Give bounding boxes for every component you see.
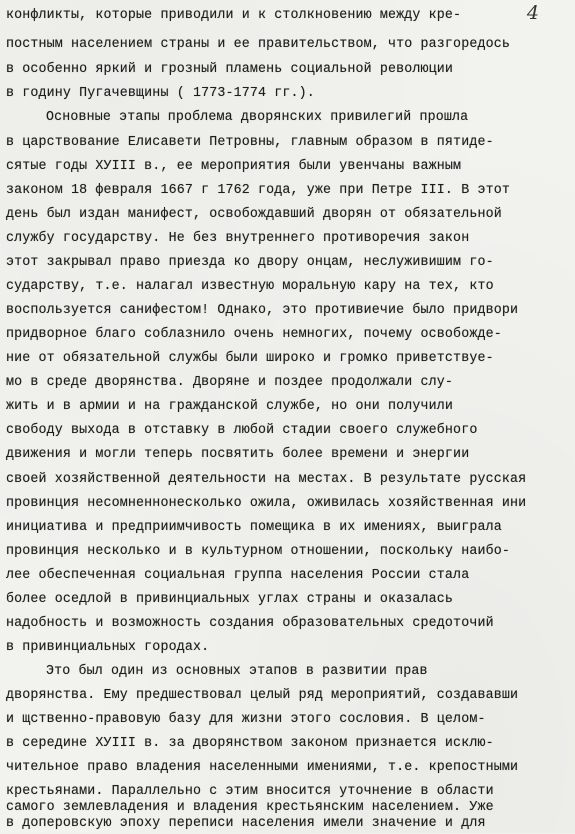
text-line: в привинциальных городах. xyxy=(6,640,210,655)
text-line: ние от обязательной службы были широко и громко приветствуе- xyxy=(6,351,494,366)
text-line: конфликты, которые приводили и к столкновению между кре- xyxy=(6,8,462,23)
text-line: провинция несколько и в культурном отношении, поскольку наибо- xyxy=(6,544,510,559)
text-line: день был издан манифест, освобождавший дворян от обязательной xyxy=(6,207,502,222)
text-line: своей хозяйственной деятельности на местах. В результате русская xyxy=(6,472,527,487)
text-line: сятые годы ХУIII в., ее мероприятия были увенчаны важным xyxy=(6,159,462,174)
text-line: постным населением страны и ее правительством, что разгоредось xyxy=(6,37,510,52)
text-line: инициатива и предприимчивость помещика в их имениях, выиграла xyxy=(6,520,502,535)
text-line: чительное право владения населенными имениями, т.е. крепостными xyxy=(6,760,519,775)
text-line: жить и в армии и на гражданской службе, но они получили xyxy=(6,399,454,414)
text-line: в середине ХУIII в. за дворянством законом признается исклю- xyxy=(6,736,494,751)
text-line: надобность и возможность создания образовательных средоточий xyxy=(6,616,494,631)
text-line: этот закрывал право приезда ко двору онцам, неслуживишим го- xyxy=(6,255,494,270)
text-line: более оседлой в привинциальных углах страны и оказалась xyxy=(6,592,454,607)
text-line: в особенно яркий и грозный пламень социальной революции xyxy=(6,62,454,77)
text-line: дворянства. Ему предшествовал целый ряд мероприятий, создававши xyxy=(6,688,519,703)
text-line: движения и могли теперь посвятить более времени и энергии xyxy=(6,447,470,462)
text-line: лее обеспеченная социальная группа населения России стала xyxy=(6,568,470,583)
text-line: провинция несомненнонесколько ожила, оживилась хозяйственная ини xyxy=(6,496,527,511)
text-line: самого землевладения и владения крестьянским населением. Уже xyxy=(6,800,494,815)
text-line: крестьянами. Параллельно с этим вносится уточнение в области xyxy=(6,784,494,799)
text-line: в годину Пугачевщины ( 1773-1774 гг.). xyxy=(6,86,315,101)
text-line: в доперовскую эпоху переписи населения имели значение и для xyxy=(6,816,486,831)
text-line: в царствование Елисавети Петровны, главным образом в пятиде- xyxy=(6,135,494,150)
text-line: сударству, т.е. налагал известную моральную кару на тех, кто xyxy=(6,279,494,294)
text-line: воспользуется санифестом! Однако, это противиечие было придвори xyxy=(6,303,519,318)
text-line: Это был один из основных этапов в развитии прав xyxy=(46,664,428,679)
text-line: законом 18 февраля 1667 г 1762 года, уже при Петре III. В этот xyxy=(6,183,510,198)
page-number: 4 xyxy=(526,2,539,24)
text-line: и щственно-правовую базу для жизни этого сословия. В целом- xyxy=(6,712,486,727)
text-line: мо в среде двоpянства. Дворяне и поздее продолжали слу- xyxy=(6,375,454,390)
text-line: свободу выхода в отставку в любой стадии своего служебного xyxy=(6,423,478,438)
text-line: Основные этапы проблема дворянских привилегий прошла xyxy=(46,110,469,125)
text-line: придворное благо соблазнило очень немногих, почему освобожде- xyxy=(6,327,502,342)
text-line: службу государству. Не без внутреннего противоречия закон xyxy=(6,231,470,246)
